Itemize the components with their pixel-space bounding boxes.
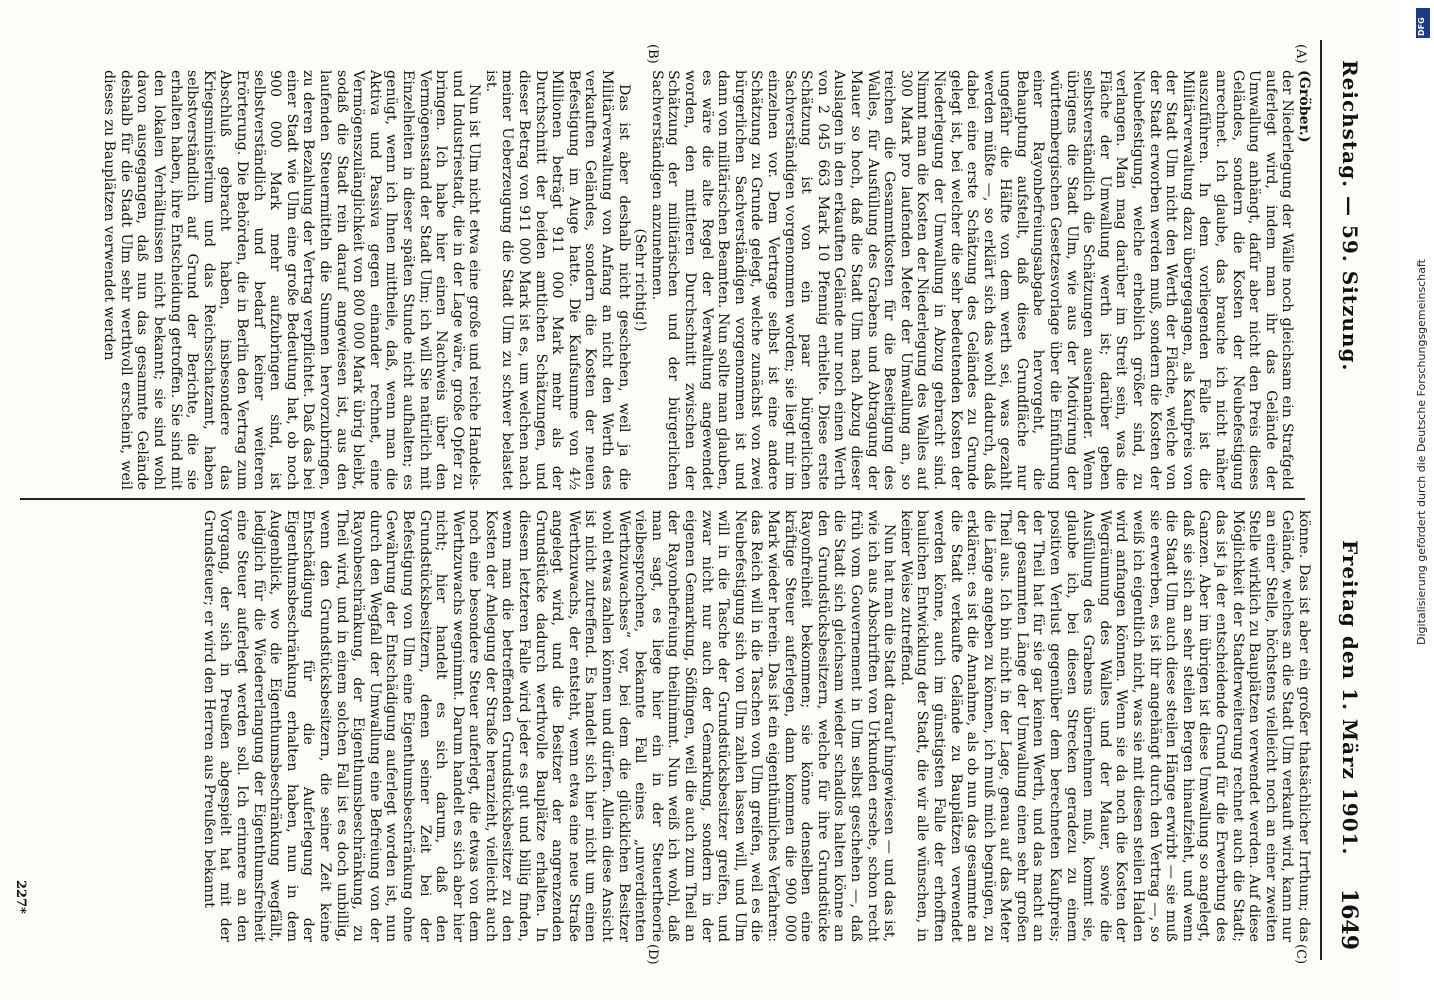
right-column <box>20 510 1312 942</box>
page-number: 1649 <box>1336 888 1362 950</box>
digitization-credit <box>1415 5 1431 955</box>
header-left: Reichstag. — 59. Sitzung. <box>1338 60 1362 372</box>
dfg-logo: DFG <box>1416 8 1430 38</box>
margin-mark-c: (C) <box>1293 944 1308 965</box>
signature-mark: 227* <box>13 880 28 914</box>
paragraph: Das ist aber deshalb nicht geschehen, weil ja die Militärverwaltung von Anfang an nicht den Werth des verkauften Geländes, sondern die Kosten der neuen Befestigung im Auge hatte. Die Kaufsumme von 4½ Millionen beträgt 911 000 Mark mehr als der Durchschnitt der beiden amtlichen Schätzungen, und dieser Betrag von 911 000 Mark ist es, um welchen nach meiner Ueberzeugung die Stadt Ulm zu schwer belastet ist. <box>482 70 632 490</box>
header-rule <box>1320 40 1322 960</box>
page-header <box>1328 40 1368 960</box>
left-column <box>20 70 1312 490</box>
margin-mark-d: (D) <box>645 944 660 965</box>
paragraph: der Niederlegung der Wälle noch gleichsam ein Strafgeld auferlegt wird, indem man ihr das Gelände der Umwallung anhängt, dafür aber nicht den Preis dieses Geländes, sondern die Kosten der Neubefestigung anrechnet. Ich glaube, das brauche ich nicht näher auszuführen. In dem vorliegenden Falle ist die Militärverwaltung dazu übergegangen, als Kaufpreis von der Stadt Ulm nicht den Werth der Fläche, welche von der Stadt erworben werden muß, sondern die Kosten der Neubefestigung, welche erheblich größer sind, zu verlangen. Man mag darüber im Streit sein, was die Fläche der Umwallung werth ist; darüber geben selbstverständlich die Schätzungen auseinander. Wenn übrigens die Stadt Ulm, wie aus der Motivirung der württembergischen Gesetzesvorlage über die Einführung einer Rayonbefreiungsabgabe hervorgeht, die Behauptung aufstellt, daß diese Grundfläche nur ungefähr die Hälfte von dem werth sei, was gezahlt werden müßte —, so erklärt sich das wohl dadurch, daß dabei eine erste Schätzung des Geländes zu Grunde gelegt ist, bei welcher die sehr bedeutenden Kosten der Niederlegung der Umwallung in Abzug gebracht sind. Nimmt man die Kosten der Niederlegung des Walles auf 300 Mark pro laufenden Meter der Umwallung an, so reichen die Gesammtkosten für die Beseitigung des Walles, für Ausfüllung des Grabens und Abtragung der Mauer so hoch, daß die Stadt Ulm nach Abzug dieser Auslagen in den erkauften Gelände nur noch einen Werth von 2 045 663 Mark 10 Pfennig erhielte. Diese erste Schätzung ist von ein paar bürgerlichen Sachverständigen vorgenommen worden; sie liegt mir im einzelnen vor. Dem Vertrage selbst ist eine andere Schätzung zu Grunde gelegt, welche zunächst von zwei bürgerlichen Sachverständigen vorgenommen ist und dann von militärischen Beamten. Nun sollte man glauben, es wäre die alte Regel der Verwaltung angewendet worden, den mittleren Durchschnitt zwischen der Schätzung der militärischen und der bürgerlichen Sachverständigen anzunehmen. <box>648 70 1296 490</box>
header-date: Freitag den 1. März 1901. <box>1338 540 1362 856</box>
paragraph: könne. Das ist aber ein großer thatsächlicher Irrthum; das Gelände, welches an die Stadt Ulm verkauft wird, kann nur an einer Stelle, höchstens vielleicht noch an einer zweiten Stelle wirklich zu Bauplätzen verwendet werden. Auf diese Möglichkeit der Stadterweiterung rechnet auch die Stadt; das ist ja der entscheidende Grund für die Erwerbung des Ganzen. Aber im übrigen ist diese Umwallung so angelegt, daß sie sich an sehr steilen Bergen hinaufzieht, und wenn die Stadt Ulm auch diese steilen Hänge erwirbt — sie muß sie erwerben, es ist ihr angehängt durch den Vertrag —, so weiß ich eigentlich nicht, was sie mit diesen steilen Halden wird anfangen können. Wenn sie da noch die Kosten der Wegräumung des Walles und der Mauer, sowie die Ausfüllung des Grabens übernehmen muß, kommt sie, glaube ich, bei diesen Strecken geradezu zu einem positiven Verlust gegenüber dem berechneten Kaufpreis; der Theil hat für sie gar keinen Werth, und das macht an der gesammten Länge der Umwallung einen sehr großen Theil aus. Ich bin nicht in der Lage, genau auf das Meter die Länge angeben zu können, ich muß mich begnügen, zu erklären: es ist die Annahme, als ob nun das gesammte an die Stadt verkaufte Gelände zu Bauplätzen verwendet werden könne, auch im günstigsten Falle der erhofften baulichen Entwicklung der Stadt, die wir alle wünschen, in keiner Weise zutreffend. <box>897 510 1312 942</box>
speaker-name: (Gröber.) <box>1296 70 1312 143</box>
column-divider <box>20 498 1305 500</box>
margin-mark-b: (B) <box>645 44 660 64</box>
margin-mark-a: (A) <box>1293 44 1308 64</box>
paragraph: Nun ist Ulm nicht etwa eine große und reiche Handels- und Industriestadt, die in der Lage wäre, große Opfer zu bringen. Ich habe hier einen Nachweis über den Vermögensstand der Stadt Ulm; ich will Sie natürlich mit Einzelheiten in dieser späten Stunde nicht aufhalten; es genügt, wenn ich Ihnen mittheile, daß, wenn man die Aktiva und Passiva gegen einander rechnet, eine Vermögenszulänglichkeit von 800 000 Mark übrig bleibt, sodaß die Stadt rein darauf angewiesen ist, aus den laufenden Steuermitteln die Summen hervorzubringen, zu deren Bezahlung der Vertrag verpflichtet. Daß das bei einer Stadt wie Ulm eine große Bedeutung hat, ob noch 900 000 Mark mehr aufzubringen sind, ist selbstverständlich und bedarf keiner weiteren Erörterung. Die Behörden, die in Berlin den Vertrag zum Abschluß gebracht haben, insbesondere das Kriegsministerium und das Reichsschatzamt, haben selbstverständlich auf Grund der Berichte, die sie erhalten haben, ihre Entscheidung getroffen. Sie sind mit den lokalen Verhältnissen nicht bekannt; sie sind wohl davon ausgegangen, daß nun das gesammte Gelände deshalb für die Stadt Ulm sehr werthvoll erscheint, weil dieses zu Bauplätzen verwendet werden <box>101 70 483 490</box>
paragraph: Nun hat man die Stadt darauf hingewiesen — und das ist, wie ich aus Abschriften von Urkunden ersehe, schon recht früh vom Gouvernement in Ulm selbst geschehen —, daß die Stadt sich gleichsam wieder schadlos halten könne an den Grundstücksbesitzern, welche für ihre Grundstücke Rayonfreiheit bekommen; sie könne denselben eine kräftige Steuer auferlegen, dann kommen die 900 000 Mark wieder herein. Das ist ein eigenthümliches Verfahren: das Reich will in die Taschen von Ulm greifen, weil es die Neubefestigung sich von Ulm zahlen lassen will, und Ulm will in die Tasche der Grundstücksbesitzer greifen, und zwar nicht nur auch der Gemarkung, sondern in der eigenen Gemarkung, Söflingen, weil die auch zum Theil an der Rayonbefreiung theilnimmt. Nun weiß ich wohl, daß man sagt, es liege hier ein in der Steuertheorie vielbesprochene, bekannte Fall eines „unverdienten Werthzuwachses“ vor, bei dem die glücklichen Besitzer wohl etwas zahlen können und dürfen. Allein diese Ansicht ist nicht zutreffend. Es handelt sich hier nicht um einen Werthzuwachs, der entsteht, wenn etwa eine neue Straße angelegt wird, und die Besitzer der angrenzenden Grundstücke dadurch werthvolle Bauplätze erhalten. In diesem letzteren Falle wird jeder es gut und billig finden, wenn man die betreffenden Grundstücksbesitzer zu den Kosten der Anlegung der Straße heranzieht, vielleicht auch noch eine besondere Steuer auferlegt, die etwas von dem Werthzuwachs wegnimmt. Darum handelt es sich aber hier nicht; hier handelt es sich darum, daß den Grundstücksbesitzern, denen seiner Zeit bei der Befestigung von Ulm eine Eigenthumsbeschränkung ohne Gewährung der Entschädigung auferlegt worden ist, nun durch den Wegfall der Umwallung eine Befreiung von der Rayonbeschränkung, der Eigenthumsbeschränkung, zu Theil wird, und in einem solchen Fall ist es doch unbillig, wenn den Grundstücksbesitzern, die seiner Zeit keine Entschädigung für die Auferlegung der Eigenthumsbeschränkung erhalten haben, nun in dem Augenblick, wo die Eigenthumsbeschränkung wegfällt, lediglich für die Wiedererlangung der Eigenthumsfreiheit eine Steuer auferlegt werden soll. Ich erinnere an den Vorgang, der sich in Preußen abgespielt hat mit der Grundsteuer; er wird den Herren aus Preußen bekannt <box>200 510 898 942</box>
interjection: (Sehr richtig!) <box>632 228 649 332</box>
credit-text: Digitalisierung gefördert durch die Deutsche Forschungsgemeinschaft <box>1415 259 1428 645</box>
